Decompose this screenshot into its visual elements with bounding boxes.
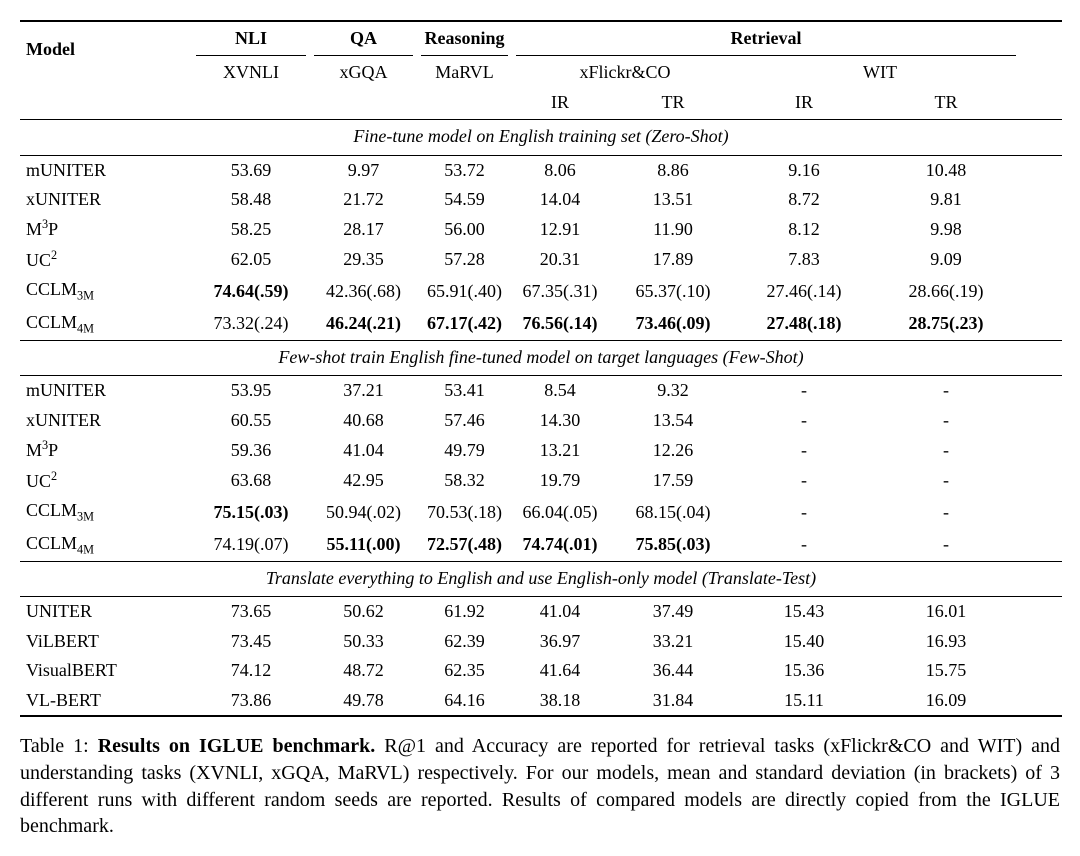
model-name (20, 308, 192, 341)
model-name (20, 155, 192, 185)
value-cell: 15.43 (783, 601, 825, 622)
table-row (20, 686, 1062, 716)
column-group-retrieval (512, 21, 1062, 56)
value-cell: 8.86 (657, 159, 689, 180)
model-name-text: P (48, 440, 59, 461)
model-name-text: ViLBERT (26, 630, 99, 651)
table-row (20, 466, 1062, 496)
value-cell: 37.49 (652, 601, 694, 622)
caption-title: Results on IGLUE benchmark. (97, 734, 376, 757)
value-cell: 58.48 (230, 188, 272, 209)
model-name (20, 466, 192, 496)
table-row (20, 656, 1062, 685)
value-cell: 16.09 (925, 689, 967, 710)
model-name-supscript: 3 (42, 217, 49, 232)
value-cell: 38.18 (539, 689, 581, 710)
model-name-supscript: 2 (51, 247, 58, 262)
value-cell: 12.26 (652, 439, 694, 460)
table-row (20, 376, 1062, 406)
value-cell: 27.48(.18) (766, 313, 842, 334)
value-cell: 42.95 (343, 470, 384, 491)
group-label-nli: NLI (234, 28, 267, 48)
value-cell: 37.21 (343, 380, 384, 401)
column-group-reasoning (417, 21, 512, 56)
value-cell: 50.94(.02) (326, 501, 401, 522)
value-cell: 17.89 (652, 249, 694, 270)
model-name (20, 376, 192, 406)
model-name (20, 406, 192, 435)
model-name-subscript: 3M (77, 288, 95, 303)
value-cell: - (801, 470, 807, 491)
model-name (20, 435, 192, 465)
section-title-row (20, 120, 1062, 155)
value-cell: 9.16 (788, 159, 820, 180)
value-cell: 12.91 (539, 218, 581, 239)
model-name (20, 597, 192, 627)
value-cell: 75.15(.03) (213, 501, 289, 522)
value-cell: 58.32 (444, 470, 485, 491)
column-header-wit: WIT (863, 62, 897, 83)
value-cell: 70.53(.18) (427, 501, 502, 522)
value-cell: - (801, 380, 807, 401)
value-cell: 65.91(.40) (427, 280, 502, 301)
column-header-wit-tr: TR (934, 91, 958, 112)
value-cell: 8.06 (544, 159, 576, 180)
value-cell: 62.35 (444, 660, 485, 681)
model-name-text: mUNITER (26, 380, 106, 401)
group-label-retrieval: Retrieval (730, 28, 802, 48)
model-name-text: CCLM (26, 532, 78, 553)
section-title-row (20, 562, 1062, 597)
value-cell: 36.97 (539, 630, 581, 651)
value-cell: 16.93 (925, 630, 967, 651)
model-name-subscript: 3M (77, 509, 95, 524)
value-cell: 29.35 (343, 249, 384, 270)
value-cell: 19.79 (539, 470, 581, 491)
value-cell: 56.00 (444, 218, 485, 239)
value-cell: 73.86 (230, 689, 272, 710)
model-name-text: mUNITER (26, 159, 106, 180)
value-cell: 66.04(.05) (522, 501, 598, 522)
value-cell: 53.41 (444, 380, 485, 401)
table-row (20, 308, 1062, 341)
value-cell: 65.37(.10) (635, 280, 711, 301)
value-cell: 42.36(.68) (326, 280, 401, 301)
model-name-text: UNITER (26, 601, 92, 622)
model-name (20, 214, 192, 244)
value-cell: 49.79 (444, 439, 485, 460)
value-cell: 68.15(.04) (635, 501, 711, 522)
header-group-row (20, 21, 1062, 56)
value-cell: 53.69 (230, 159, 272, 180)
table-header (20, 21, 1062, 120)
value-cell: 8.72 (788, 188, 820, 209)
model-name-text: CCLM (26, 500, 78, 521)
results-table (20, 20, 1062, 717)
value-cell: - (801, 439, 807, 460)
value-cell: - (943, 534, 950, 555)
model-name (20, 686, 192, 716)
table-row (20, 185, 1062, 214)
model-name-text: UC (26, 249, 52, 270)
value-cell: - (943, 501, 950, 522)
caption-label: Table 1: (20, 734, 89, 757)
value-cell: 53.72 (444, 159, 485, 180)
value-cell: 74.12 (230, 660, 272, 681)
value-cell: 9.97 (347, 159, 380, 180)
value-cell: 62.39 (444, 630, 485, 651)
value-cell: 15.11 (784, 689, 824, 710)
section-title-row (20, 341, 1062, 376)
value-cell: - (943, 409, 950, 430)
value-cell: 15.40 (783, 630, 825, 651)
table-row (20, 245, 1062, 275)
table-row (20, 597, 1062, 627)
section-title: Translate everything to English and use English-only model (Translate-Test) (20, 562, 1062, 597)
value-cell: 9.81 (930, 188, 962, 209)
value-cell: 27.46(.14) (766, 280, 842, 301)
value-cell: 7.83 (788, 249, 820, 270)
value-cell: 9.32 (657, 380, 689, 401)
model-name-text: UC (26, 470, 52, 491)
model-name-text: VL-BERT (26, 689, 101, 710)
model-name (20, 185, 192, 214)
value-cell: 36.44 (652, 660, 694, 681)
value-cell: 40.68 (343, 409, 384, 430)
model-name (20, 656, 192, 685)
column-header-xgqa: xGQA (339, 62, 388, 83)
column-header-xvnli: XVNLI (223, 62, 279, 83)
model-name (20, 245, 192, 275)
value-cell: 60.55 (230, 409, 272, 430)
model-name-text: P (48, 219, 59, 240)
value-cell: 16.01 (925, 601, 967, 622)
table-row (20, 435, 1062, 465)
value-cell: 11.90 (653, 218, 693, 239)
table-row (20, 155, 1062, 185)
value-cell: 50.62 (343, 601, 384, 622)
table-row (20, 529, 1062, 562)
value-cell: 21.72 (343, 188, 384, 209)
column-group-nli (192, 21, 310, 56)
column-header-model: Model (26, 39, 75, 59)
value-cell: 58.25 (230, 218, 272, 239)
nli-underline-rule (196, 22, 306, 56)
table-row (20, 275, 1062, 307)
value-cell: - (801, 501, 807, 522)
column-header-marvl: MaRVL (435, 62, 494, 83)
value-cell: 28.66(.19) (908, 280, 984, 301)
value-cell: 41.64 (539, 660, 581, 681)
value-cell: 46.24(.21) (326, 313, 401, 334)
value-cell: - (943, 380, 950, 401)
model-name-text: VisualBERT (26, 660, 117, 681)
value-cell: 50.33 (343, 630, 384, 651)
value-cell: 31.84 (652, 689, 694, 710)
value-cell: 8.12 (788, 218, 820, 239)
value-cell: 55.11(.00) (326, 534, 401, 555)
model-name-supscript: 3 (42, 438, 49, 453)
value-cell: 59.36 (230, 439, 272, 460)
value-cell: 20.31 (539, 249, 581, 270)
value-cell: 41.04 (343, 439, 384, 460)
model-name (20, 496, 192, 528)
value-cell: - (801, 534, 807, 555)
value-cell: - (943, 439, 950, 460)
column-header-wit-ir: IR (795, 91, 813, 112)
value-cell: 57.46 (444, 409, 485, 430)
value-cell: 74.19(.07) (213, 534, 289, 555)
value-cell: 74.64(.59) (213, 280, 289, 301)
value-cell: 75.85(.03) (635, 534, 711, 555)
value-cell: 9.98 (930, 218, 962, 239)
value-cell: 53.95 (230, 380, 272, 401)
model-name-supscript: 2 (51, 468, 58, 483)
model-name-subscript: 4M (77, 321, 95, 336)
table-row (20, 627, 1062, 656)
value-cell: 28.17 (343, 218, 384, 239)
value-cell: 73.46(.09) (635, 313, 711, 334)
value-cell: 73.32(.24) (213, 313, 289, 334)
value-cell: 8.54 (544, 380, 576, 401)
table-row (20, 214, 1062, 244)
column-header-xflickrco-ir: IR (551, 91, 569, 112)
model-name-text: CCLM (26, 279, 78, 300)
retrieval-underline-rule (516, 22, 1016, 56)
reasoning-underline-rule (421, 22, 508, 56)
value-cell: 57.28 (444, 249, 485, 270)
table-body (20, 120, 1062, 716)
value-cell: 76.56(.14) (522, 313, 598, 334)
value-cell: 61.92 (444, 601, 485, 622)
value-cell: 41.04 (539, 601, 581, 622)
model-name (20, 627, 192, 656)
value-cell: 48.72 (343, 660, 384, 681)
model-name-text: xUNITER (26, 409, 101, 430)
value-cell: 13.51 (652, 188, 694, 209)
value-cell: 73.65 (230, 601, 272, 622)
section-title: Fine-tune model on English training set (Zero-Shot) (20, 120, 1062, 155)
model-name (20, 275, 192, 307)
section-title: Few-shot train English fine-tuned model on target languages (Few-Shot) (20, 341, 1062, 376)
value-cell: 62.05 (230, 249, 272, 270)
value-cell: 15.36 (783, 660, 825, 681)
qa-underline-rule (314, 22, 413, 56)
column-header-xflickrco-tr: TR (661, 91, 685, 112)
value-cell: 14.30 (539, 409, 581, 430)
column-header-xflickrco: xFlickr&CO (579, 62, 671, 83)
value-cell: 17.59 (652, 470, 694, 491)
value-cell: 10.48 (925, 159, 967, 180)
table-row (20, 496, 1062, 528)
value-cell: 54.59 (444, 188, 485, 209)
value-cell: 15.75 (925, 660, 967, 681)
value-cell: 63.68 (230, 470, 272, 491)
value-cell: 13.54 (652, 409, 694, 430)
model-name-subscript: 4M (77, 542, 95, 557)
table-caption (20, 733, 1060, 840)
value-cell: 73.45 (230, 630, 272, 651)
value-cell: 9.09 (930, 249, 962, 270)
value-cell: - (943, 470, 950, 491)
group-label-qa: QA (350, 28, 377, 48)
value-cell: 72.57(.48) (427, 534, 502, 555)
value-cell: 67.35(.31) (522, 280, 598, 301)
value-cell: 33.21 (652, 630, 694, 651)
model-name-text: CCLM (26, 311, 78, 332)
model-name-text: xUNITER (26, 188, 101, 209)
caption-body: R@1 and Accuracy are reported for retrieval tasks (xFlickr&CO and WIT) and understanding tasks (XVNLI, xGQA, MaRVL) respectively. For our models, mean and standard deviation (in brackets) of 3 different runs with different random seeds are reported. Results of compared models are directly copied from the IGLUE benchmark. (20, 734, 1060, 838)
value-cell: 67.17(.42) (427, 313, 502, 334)
group-label-reasoning: Reasoning (424, 28, 505, 48)
model-name-text: M (26, 440, 43, 461)
model-name (20, 529, 192, 562)
value-cell: 64.16 (444, 689, 485, 710)
value-cell: 74.74(.01) (522, 534, 598, 555)
value-cell: 49.78 (343, 689, 384, 710)
model-name-text: M (26, 219, 43, 240)
value-cell: - (801, 409, 807, 430)
value-cell: 14.04 (539, 188, 581, 209)
column-group-qa (310, 21, 417, 56)
table-row (20, 406, 1062, 435)
value-cell: 13.21 (539, 439, 581, 460)
value-cell: 28.75(.23) (908, 313, 984, 334)
